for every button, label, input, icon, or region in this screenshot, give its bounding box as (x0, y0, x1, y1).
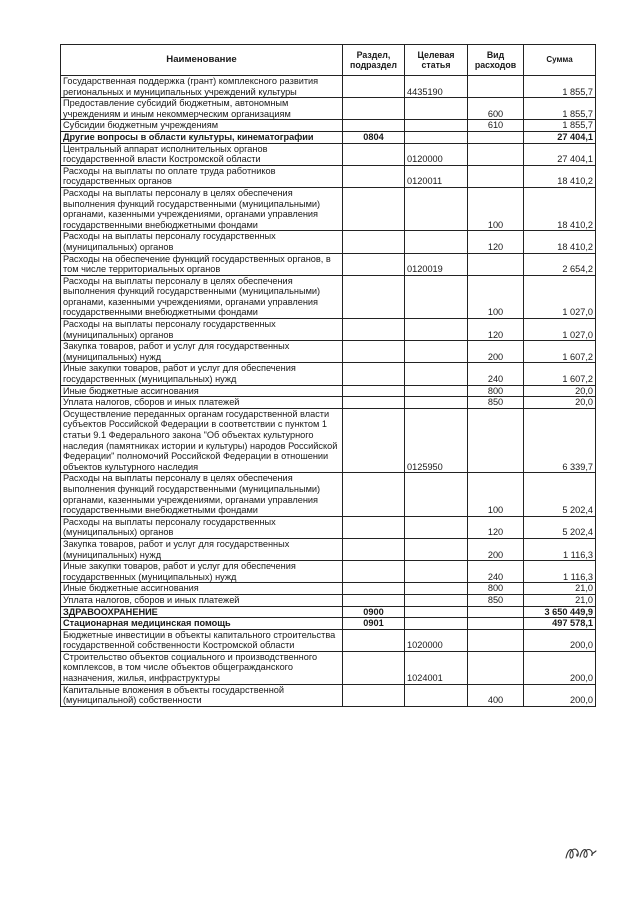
row-razdel (343, 397, 405, 409)
row-stat (405, 594, 468, 606)
row-stat (405, 561, 468, 583)
row-stat: 4435190 (405, 76, 468, 98)
row-razdel: 0900 (343, 606, 405, 618)
row-stat (405, 341, 468, 363)
row-razdel (343, 120, 405, 132)
row-razdel (343, 516, 405, 538)
table-row (61, 516, 596, 538)
row-razdel (343, 76, 405, 98)
table-row (61, 583, 596, 595)
row-vid (468, 76, 524, 98)
row-sum: 200,0 (524, 629, 596, 651)
row-razdel (343, 363, 405, 385)
row-sum: 1 855,7 (524, 76, 596, 98)
row-sum: 200,0 (524, 651, 596, 684)
row-vid (468, 253, 524, 275)
row-stat (405, 275, 468, 318)
row-sum: 1 116,3 (524, 561, 596, 583)
row-stat (405, 538, 468, 560)
table-row (61, 561, 596, 583)
row-name: Иные закупки товаров, работ и услуг для обеспечения государственных (муниципальных) нужд (61, 363, 343, 385)
row-stat (405, 120, 468, 132)
row-vid: 100 (468, 275, 524, 318)
row-razdel (343, 385, 405, 397)
header-stat: Целевая статья (405, 45, 468, 76)
table-row (61, 408, 596, 473)
row-razdel (343, 253, 405, 275)
row-stat (405, 385, 468, 397)
row-razdel (343, 629, 405, 651)
row-razdel (343, 408, 405, 473)
row-stat (405, 583, 468, 595)
row-sum: 1 607,2 (524, 363, 596, 385)
row-name: Предоставление субсидий бюджетным, автономным учреждениям и иным некоммерческим организациям (61, 98, 343, 120)
row-vid: 800 (468, 583, 524, 595)
row-name: Осуществление переданных органам государственной власти субъектов Российской Федерации в соответствии с пунктом 1 статьи 9.1 Федерального закона "Об объектах культурного наследия (памятниках истории и культуры) народов Российской Федерации" полномочий Российской Федерации в отношении объектов культурного наследия (61, 408, 343, 473)
row-sum: 21,0 (524, 594, 596, 606)
row-vid: 120 (468, 319, 524, 341)
row-vid (468, 651, 524, 684)
row-name: Иные бюджетные ассигнования (61, 583, 343, 595)
table-row (61, 385, 596, 397)
row-vid: 120 (468, 231, 524, 253)
row-sum: 200,0 (524, 684, 596, 706)
row-name: Расходы на выплаты персоналу в целях обеспечения выполнения функций государственными (муниципальными) органами, казенными учреждениями, органами управления государственными внебюджетными фондами (61, 187, 343, 230)
row-stat (405, 319, 468, 341)
row-razdel: 0804 (343, 131, 405, 143)
handwritten-signature-icon (563, 843, 599, 863)
table-row (61, 275, 596, 318)
row-name: Закупка товаров, работ и услуг для государственных (муниципальных) нужд (61, 538, 343, 560)
table-row (61, 98, 596, 120)
row-stat (405, 363, 468, 385)
row-sum: 1 607,2 (524, 341, 596, 363)
row-stat: 0120011 (405, 165, 468, 187)
row-razdel (343, 143, 405, 165)
table-row (61, 594, 596, 606)
row-vid (468, 408, 524, 473)
row-sum: 1 027,0 (524, 319, 596, 341)
row-vid (468, 618, 524, 630)
row-sum: 5 202,4 (524, 516, 596, 538)
row-razdel (343, 561, 405, 583)
row-stat: 1024001 (405, 651, 468, 684)
row-name: Закупка товаров, работ и услуг для государственных (муниципальных) нужд (61, 341, 343, 363)
row-name: Строительство объектов социального и производственного комплексов, в том числе объектов общегражданского назначения, жилья, инфраструктуры (61, 651, 343, 684)
row-razdel (343, 594, 405, 606)
row-vid: 240 (468, 561, 524, 583)
table-row (61, 319, 596, 341)
row-sum: 27 404,1 (524, 131, 596, 143)
row-stat: 0120019 (405, 253, 468, 275)
row-name: Субсидии бюджетным учреждениям (61, 120, 343, 132)
row-stat (405, 397, 468, 409)
row-sum: 1 027,0 (524, 275, 596, 318)
table-row (61, 538, 596, 560)
row-razdel (343, 651, 405, 684)
row-vid: 850 (468, 397, 524, 409)
table-row (61, 143, 596, 165)
row-vid (468, 131, 524, 143)
table-row (61, 629, 596, 651)
row-razdel (343, 684, 405, 706)
budget-table (60, 44, 596, 707)
row-name: Бюджетные инвестиции в объекты капитального строительства государственной собственности Костромской области (61, 629, 343, 651)
row-sum: 20,0 (524, 385, 596, 397)
header-sum: Сумма (524, 45, 596, 76)
row-sum: 1 116,3 (524, 538, 596, 560)
row-vid: 200 (468, 538, 524, 560)
row-stat (405, 231, 468, 253)
row-sum: 20,0 (524, 397, 596, 409)
table-row (61, 253, 596, 275)
row-vid (468, 143, 524, 165)
row-name: Центральный аппарат исполнительных органов государственной власти Костромской области (61, 143, 343, 165)
row-stat (405, 606, 468, 618)
row-name: Уплата налогов, сборов и иных платежей (61, 397, 343, 409)
table-row (61, 131, 596, 143)
row-sum: 21,0 (524, 583, 596, 595)
table-row (61, 165, 596, 187)
row-razdel (343, 275, 405, 318)
row-name: Расходы на выплаты персоналу государственных (муниципальных) органов (61, 319, 343, 341)
table-row (61, 187, 596, 230)
row-name: Расходы на выплаты персоналу в целях обеспечения выполнения функций государственными (муниципальными) органами, казенными учреждениями, органами управления государственными внебюджетными фондами (61, 473, 343, 516)
row-name: Государственная поддержка (грант) комплексного развития региональных и муниципальных учреждений культуры (61, 76, 343, 98)
row-stat (405, 516, 468, 538)
row-razdel (343, 165, 405, 187)
row-name: Расходы на обеспечение функций государственных органов, в том числе территориальных органов (61, 253, 343, 275)
row-razdel (343, 98, 405, 120)
row-vid: 850 (468, 594, 524, 606)
row-vid: 100 (468, 473, 524, 516)
row-sum: 497 578,1 (524, 618, 596, 630)
row-sum: 18 410,2 (524, 187, 596, 230)
row-vid: 800 (468, 385, 524, 397)
row-razdel (343, 319, 405, 341)
table-row (61, 341, 596, 363)
row-stat (405, 187, 468, 230)
row-razdel (343, 231, 405, 253)
row-name: Капитальные вложения в объекты государственной (муниципальной) собственности (61, 684, 343, 706)
row-name: ЗДРАВООХРАНЕНИЕ (61, 606, 343, 618)
row-stat (405, 618, 468, 630)
row-stat: 1020000 (405, 629, 468, 651)
row-vid (468, 606, 524, 618)
row-name: Стационарная медицинская помощь (61, 618, 343, 630)
header-vid: Вид расходов (468, 45, 524, 76)
row-razdel (343, 583, 405, 595)
row-sum: 6 339,7 (524, 408, 596, 473)
row-razdel: 0901 (343, 618, 405, 630)
row-sum: 5 202,4 (524, 473, 596, 516)
row-name: Расходы на выплаты по оплате труда работников государственных органов (61, 165, 343, 187)
row-razdel (343, 538, 405, 560)
row-name: Уплата налогов, сборов и иных платежей (61, 594, 343, 606)
row-name: Расходы на выплаты персоналу государственных (муниципальных) органов (61, 231, 343, 253)
row-vid (468, 165, 524, 187)
row-sum: 1 855,7 (524, 98, 596, 120)
row-sum: 3 650 449,9 (524, 606, 596, 618)
row-stat: 0120000 (405, 143, 468, 165)
row-name: Расходы на выплаты персоналу государственных (муниципальных) органов (61, 516, 343, 538)
row-sum: 1 855,7 (524, 120, 596, 132)
row-sum: 18 410,2 (524, 231, 596, 253)
row-vid: 240 (468, 363, 524, 385)
header-name: Наименование (61, 45, 343, 76)
row-vid: 610 (468, 120, 524, 132)
table-row (61, 618, 596, 630)
row-vid: 120 (468, 516, 524, 538)
header-razdel: Раздел, подраздел (343, 45, 405, 76)
table-row (61, 363, 596, 385)
row-stat (405, 98, 468, 120)
row-razdel (343, 341, 405, 363)
table-row (61, 231, 596, 253)
row-name: Другие вопросы в области культуры, кинематографии (61, 131, 343, 143)
table-row (61, 684, 596, 706)
row-stat (405, 131, 468, 143)
row-razdel (343, 187, 405, 230)
row-stat (405, 684, 468, 706)
row-name: Иные бюджетные ассигнования (61, 385, 343, 397)
row-stat: 0125950 (405, 408, 468, 473)
row-razdel (343, 473, 405, 516)
table-row (61, 651, 596, 684)
row-vid: 200 (468, 341, 524, 363)
table-row (61, 397, 596, 409)
row-vid (468, 629, 524, 651)
row-name: Расходы на выплаты персоналу в целях обеспечения выполнения функций государственными (муниципальными) органами, казенными учреждениями, органами управления государственными внебюджетными фондами (61, 275, 343, 318)
table-header-row (61, 45, 596, 76)
table-row (61, 606, 596, 618)
row-name: Иные закупки товаров, работ и услуг для обеспечения государственных (муниципальных) нужд (61, 561, 343, 583)
table-row (61, 76, 596, 98)
row-sum: 18 410,2 (524, 165, 596, 187)
row-sum: 2 654,2 (524, 253, 596, 275)
row-vid: 600 (468, 98, 524, 120)
table-row (61, 120, 596, 132)
table-row (61, 473, 596, 516)
row-vid: 400 (468, 684, 524, 706)
row-sum: 27 404,1 (524, 143, 596, 165)
row-stat (405, 473, 468, 516)
row-vid: 100 (468, 187, 524, 230)
